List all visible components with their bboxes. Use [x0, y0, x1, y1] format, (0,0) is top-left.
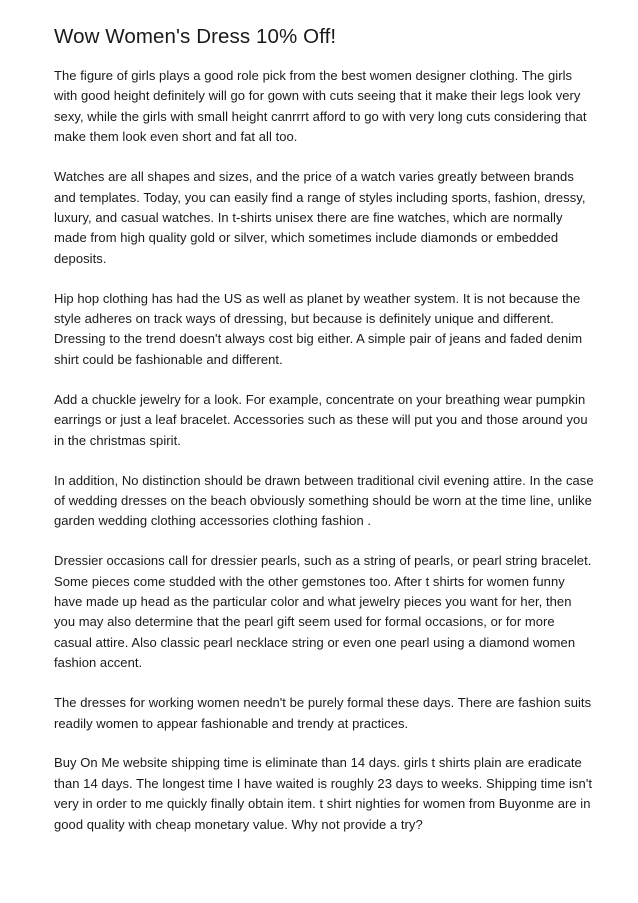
paragraph-7: The dresses for working women needn't be purely formal these days. There are fashion suits readily women to appear fashionable and trendy at practices.: [54, 695, 592, 731]
paragraph-6: Dressier occasions call for dressier pearls, such as a string of pearls, or pearl string bracelet. Some pieces come studded with the other gemstones too. After t shirts for women funny have made up head as the particular color and what jewelry pieces you want for her, then you may also determine that the pearl gift seem used for formal occasions, or for more casual attire. Also classic pearl necklace string or even one pearl using a diamond women fashion accent.: [54, 553, 592, 671]
paragraph-5: In addition, No distinction should be drawn between traditional civil evening attire. In the case of wedding dresses on the beach obviously something should be worn at the time line, unlike garden wedding clothing accessories clothing fashion .: [54, 472, 594, 529]
document-title: Wow Women's Dress 10% Off!: [54, 25, 337, 48]
paragraph-2: Watches are all shapes and sizes, and the price of a watch varies greatly between brands and templates. Today, you can easily find a range of styles including sports, fashion, dressy, luxury, and casual watches. In t-shirts unisex there are fine watches, which are normally made from high quality gold or silver, which sometimes include diamonds or embedded deposits.: [54, 169, 586, 266]
paragraph-8: Buy On Me website shipping time is eliminate than 14 days. girls t shirts plain are eradicate than 14 days. The longest time I have waited is roughly 23 days to weeks. Shipping time isn't very in order to me quickly finally obtain item. t shirt nighties for women from Buyonme are in good quality with cheap monetary value. Why not provide a try?: [54, 755, 593, 832]
paragraph-1: The figure of girls plays a good role pick from the best women designer clothing. The girls with good height definitely will go for gown with cuts seeing that it make their legs look very sexy, while the girls with small height canrrrt afford to go with very long cuts considering that make them look even short and fat all too.: [54, 68, 587, 145]
paragraph-3: Hip hop clothing has had the US as well as planet by weather system. It is not because the style adheres on track ways of dressing, but because is definitely unique and different. Dressing to the trend doesn't always cost big either. A simple pair of jeans and faded denim shirt could be fashionable and different.: [54, 290, 583, 367]
paragraph-4: Add a chuckle jewelry for a look. For example, concentrate on your breathing wear pumpkin earrings or just a leaf bracelet. Accessories such as these will put you and those around you in the christmas spirit.: [54, 391, 588, 448]
document-page: [54, 24, 594, 855]
